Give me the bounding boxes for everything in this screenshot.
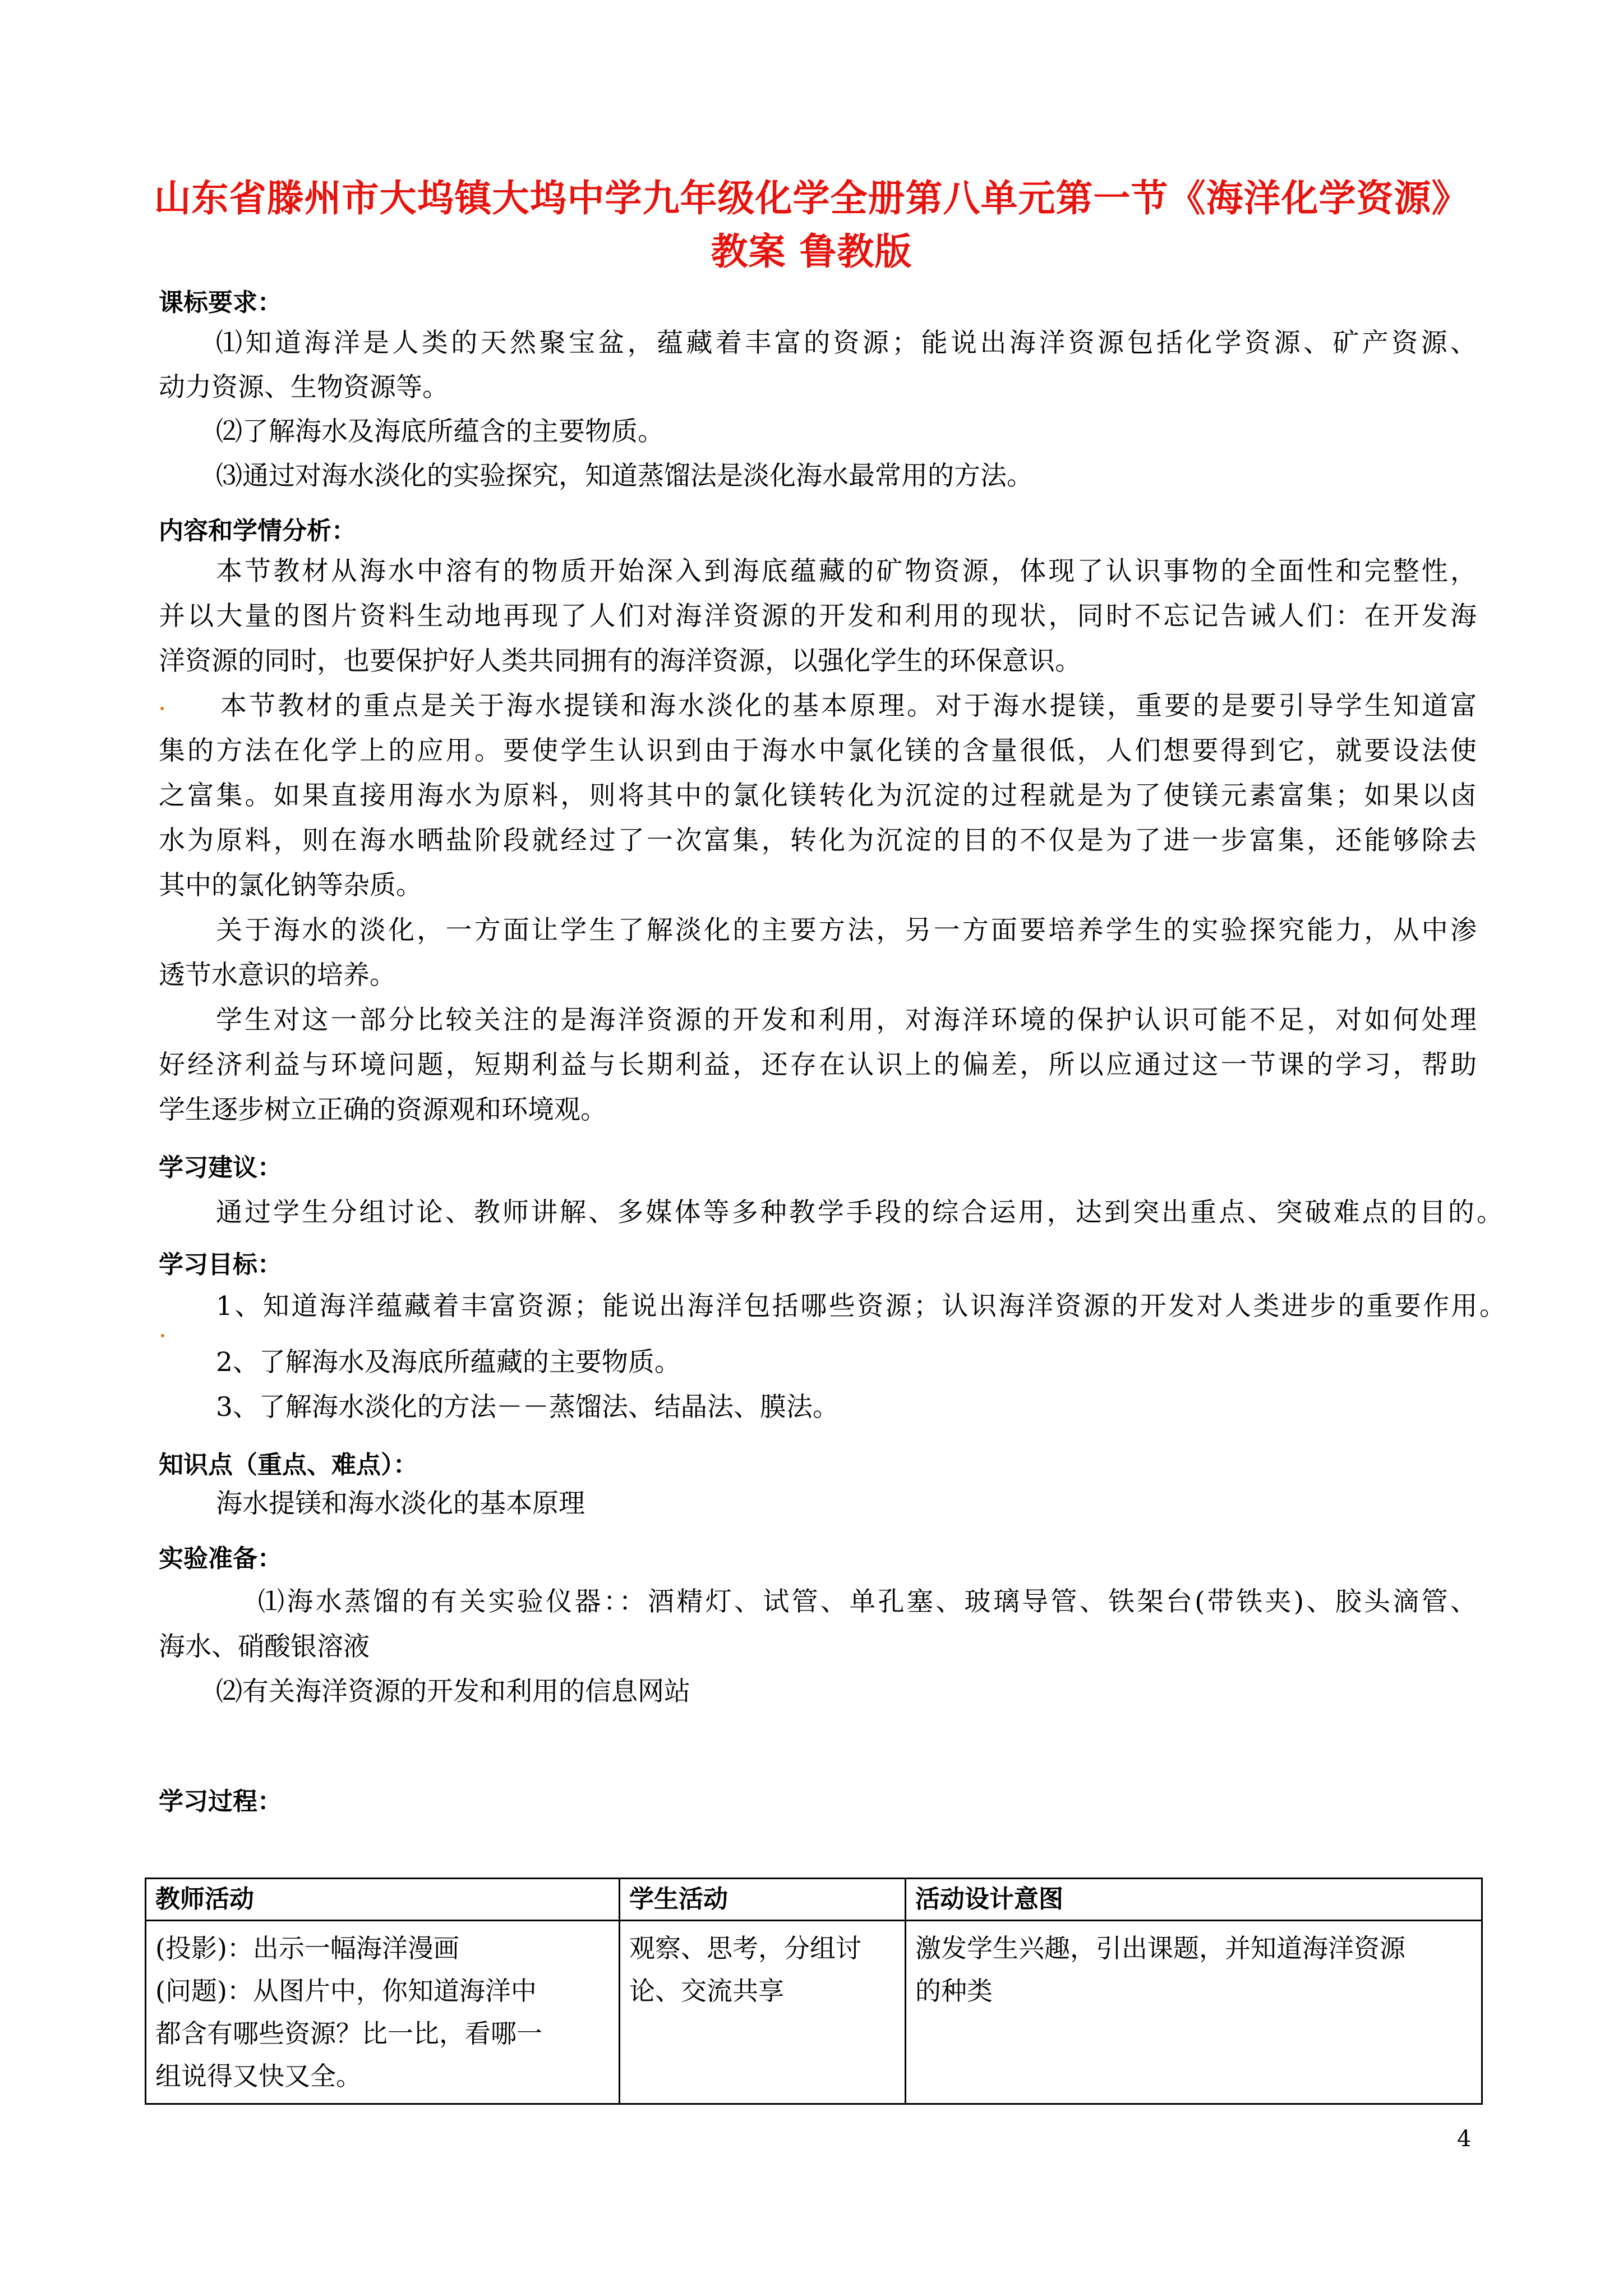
goal-line-3: 3、了解海水淡化的方法－－蒸馏法、结晶法、膜法。	[216, 1392, 839, 1423]
table-row	[146, 1921, 1482, 2104]
analysis-line-8: 其中的氯化钠等杂质。	[159, 870, 422, 901]
lesson-activity-table	[145, 1878, 1483, 2105]
teacher-line-3: 都含有哪些资源？比一比，看哪一	[155, 2018, 542, 2049]
cell-student-activity	[620, 1921, 906, 2104]
header-design-intent: 活动设计意图	[906, 1879, 1482, 1921]
suggestion-line-1: 通过学生分组讨论、教师讲解、多媒体等多种教学手段的综合运用，达到突出重点、突破难点的目的。	[216, 1197, 1503, 1228]
analysis-line-1: 本节教材从海水中溶有的物质开始深入到海底蕴藏的矿物资源，体现了认识事物的全面性和完整性，	[216, 556, 1477, 587]
student-line-1: 观察、思考，分组讨	[629, 1933, 861, 1963]
prep-line-3: ⑵有关海洋资源的开发和利用的信息网站	[216, 1676, 690, 1707]
cell-teacher-activity	[146, 1921, 620, 2104]
curriculum-line-2: 动力资源、生物资源等。	[159, 372, 449, 403]
teacher-line-2: (问题)：从图片中，你知道海洋中	[155, 1976, 537, 2006]
page-number: 4	[1457, 2126, 1472, 2152]
key-point-line-1: 海水提镁和海水淡化的基本原理	[216, 1488, 585, 1519]
document-title-line1: 山东省滕州市大坞镇大坞中学九年级化学全册第八单元第一节《海洋化学资源》	[154, 177, 1469, 220]
orange-dot-mark-2	[161, 1334, 164, 1337]
analysis-line-2: 并以大量的图片资料生动地再现了人们对海洋资源的开发和利用的现状，同时不忘记告诫人们：在开发海	[159, 601, 1477, 632]
curriculum-line-1: ⑴知道海洋是人类的天然聚宝盆，蕴藏着丰富的资源；能说出海洋资源包括化学资源、矿产资源、	[216, 328, 1477, 358]
student-line-2: 论、交流共享	[629, 1976, 784, 2006]
heading-experiment-prep: 实验准备：	[159, 1544, 282, 1573]
prep-line-2: 海水、硝酸银溶液	[159, 1631, 370, 1662]
heading-key-points: 知识点（重点、难点）：	[159, 1451, 418, 1479]
goal-line-2: 2、了解海水及海底所蕴藏的主要物质。	[216, 1347, 681, 1378]
header-teacher-activity: 教师活动	[146, 1879, 620, 1921]
analysis-line-10: 透节水意识的培养。	[159, 960, 396, 991]
intent-line-1: 激发学生兴趣，引出课题，并知道海洋资源	[915, 1933, 1405, 1963]
curriculum-line-3: ⑵了解海水及海底所蕴含的主要物质。	[216, 416, 664, 447]
intent-line-2: 的种类	[915, 1976, 993, 2006]
teacher-line-1: (投影)：出示一幅海洋漫画	[155, 1933, 459, 1963]
cell-design-intent	[906, 1921, 1482, 2104]
analysis-line-12: 好经济利益与环境问题，短期利益与长期利益，还存在认识上的偏差，所以应通过这一节课的学习，帮助	[159, 1050, 1477, 1080]
heading-study-suggestions: 学习建议：	[159, 1153, 282, 1182]
prep-line-1: ⑴海水蒸馏的有关实验仪器：：酒精灯、试管、单孔塞、玻璃导管、铁架台(带铁夹)、胶头滴管、	[258, 1586, 1477, 1617]
goal-line-1: 1、知道海洋蕴藏着丰富资源；能说出海洋包括哪些资源；认识海洋资源的开发对人类进步的重要作用。	[216, 1291, 1506, 1322]
orange-dot-mark	[160, 707, 164, 710]
analysis-line-9: 关于海水的淡化，一方面让学生了解淡化的主要方法，另一方面要培养学生的实验探究能力，从中渗	[216, 915, 1477, 946]
heading-content-analysis: 内容和学情分析：	[159, 517, 356, 545]
heading-curriculum-requirements: 课标要求：	[159, 288, 282, 317]
curriculum-line-4: ⑶通过对海水淡化的实验探究，知道蒸馏法是淡化海水最常用的方法。	[216, 461, 1033, 491]
analysis-line-7: 水为原料，则在海水晒盐阶段就经过了一次富集，转化为沉淀的目的不仅是为了进一步富集，还能够除去	[159, 825, 1477, 856]
analysis-line-4: 本节教材的重点是关于海水提镁和海水淡化的基本原理。对于海水提镁，重要的是要引导学生知道富	[220, 691, 1477, 721]
table-header-row	[146, 1879, 1482, 1921]
analysis-line-6: 之富集。如果直接用海水为原料，则将其中的氯化镁转化为沉淀的过程就是为了使镁元素富集；如果以卤	[159, 780, 1477, 811]
heading-study-process: 学习过程：	[159, 1787, 282, 1816]
analysis-line-11: 学生对这一部分比较关注的是海洋资源的开发和利用，对海洋环境的保护认识可能不足，对如何处理	[216, 1005, 1477, 1036]
document-title-line2: 教案 鲁教版	[711, 230, 912, 273]
header-student-activity: 学生活动	[620, 1879, 906, 1921]
heading-study-goals: 学习目标：	[159, 1250, 282, 1279]
analysis-line-13: 学生逐步树立正确的资源观和环境观。	[159, 1094, 607, 1125]
analysis-line-3: 洋资源的同时，也要保护好人类共同拥有的海洋资源，以强化学生的环保意识。	[159, 646, 1081, 677]
analysis-line-5: 集的方法在化学上的应用。要使学生认识到由于海水中氯化镁的含量很低，人们想要得到它，就要设法使	[159, 735, 1477, 766]
teacher-line-4: 组说得又快又全。	[155, 2061, 362, 2091]
